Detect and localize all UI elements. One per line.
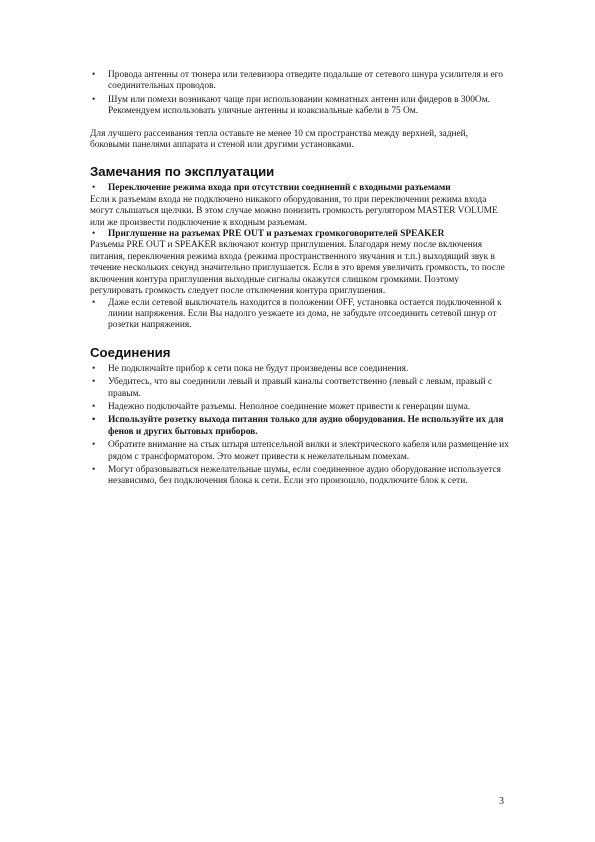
operation-item-text: Если к разъемам входа не подключено никакого оборудования, то при переключении режима входа могут слышаться щелчки. В этом случае можно понизить громкость регулятором MASTER VOLUME или же произвести подключение к входным разъемам. [90, 194, 498, 228]
list-item [90, 95, 510, 118]
list-item-text: Шум или помехи возникают чаще при использовании комнатных антенн или фидеров в 300Ом. Рекомендуем использовать уличные антенны и коаксиальные кабели в 75 Ом. [108, 94, 490, 117]
operation-list [90, 298, 510, 332]
bullet: • [92, 363, 96, 374]
bullet: • [92, 70, 96, 80]
list-item [90, 377, 510, 400]
bullet: • [92, 401, 96, 412]
list-item-text: Провода антенны от тюнера или телевизора отведите подальше от сетевого шнура усилителя и его соединительных проводов. [108, 70, 503, 92]
heat-paragraph: Для лучшего рассеивания тепла оставьте не менее 10 см пространства между верхней, задней, боковыми панелями аппарата и стеной или другими установками. [90, 128, 469, 151]
list-item [90, 402, 510, 413]
item-title-text: Приглушение на разъемах PRE OUT и разъемах громкоговорителей SPEAKER [108, 229, 445, 240]
bullet: • [92, 377, 96, 388]
page-number: 3 [499, 796, 504, 807]
list-item-text: Даже если сетевой выключатель находится в положении OFF, установка остается подключенной к линии напряжения. Если Вы надолго уезжаете из дома, не забудьте отсоединить сетевой шнур от розетки напряжения. [108, 297, 502, 331]
list-item-text: Могут образовываться нежелательные шумы, если соединенное аудио оборудование используется независимо, без подключения блока к сети. Если это произошло, подключите блок к сети. [108, 464, 501, 487]
list-item [90, 440, 510, 463]
operation-item-title [90, 229, 510, 240]
list-item-text: Надежно подключайте разъемы. Неполное соединение может привести к генерации шума. [108, 401, 471, 412]
connections-heading: Соединения [90, 344, 171, 360]
operation-heading: Замечания по эксплуатации [90, 164, 275, 180]
connections-list [90, 364, 510, 488]
list-item-text: Обратите внимание на стык штыря штепсельной вилки и электрического кабеля или размещение их рядом с трансформатором. Это может привести к нежелательным помехам. [108, 440, 509, 462]
bullet: • [92, 94, 96, 105]
antenna-list [90, 70, 510, 118]
list-item-text: Убедитесь, что вы соединили левый и правый каналы соответственно (левый с левым, правый с правым. [108, 377, 493, 399]
item-title-text: Переключение режима входа при отсутствии соединений с входными разъемами [108, 183, 451, 194]
page-content [90, 70, 510, 488]
list-item [90, 70, 510, 93]
list-item [90, 364, 510, 375]
bullet: • [92, 464, 96, 475]
bullet: • [92, 297, 96, 308]
bullet: • [92, 415, 96, 426]
list-item [90, 298, 510, 332]
operation-item-title [90, 183, 510, 194]
bullet: • [92, 229, 96, 240]
bullet: • [92, 440, 96, 451]
operation-item-text: Разъемы PRE OUT и SPEAKER включают контур приглушения. Благодаря нему после включения питания, переключения режима входа (режима пространственного звучания и т.п.) выходящий звук в течение нескольких секунд значительно приглушается. Если в это время увеличить громкость, то после включения контура приглушения выходные сигналы окажутся слишком громкими. Поэтому регулировать громкость следует после отключения контура приглушения. [90, 240, 505, 297]
list-item [90, 465, 510, 488]
bullet: • [92, 183, 96, 194]
list-item-text: Используйте розетку выхода питания только для аудио оборудования. Не используйте их для фенов и других бытовых приборов. [108, 415, 504, 437]
list-item [90, 415, 510, 438]
list-item-text: Не подключайте прибор к сети пока не будут произведены все соединения. [108, 363, 409, 374]
